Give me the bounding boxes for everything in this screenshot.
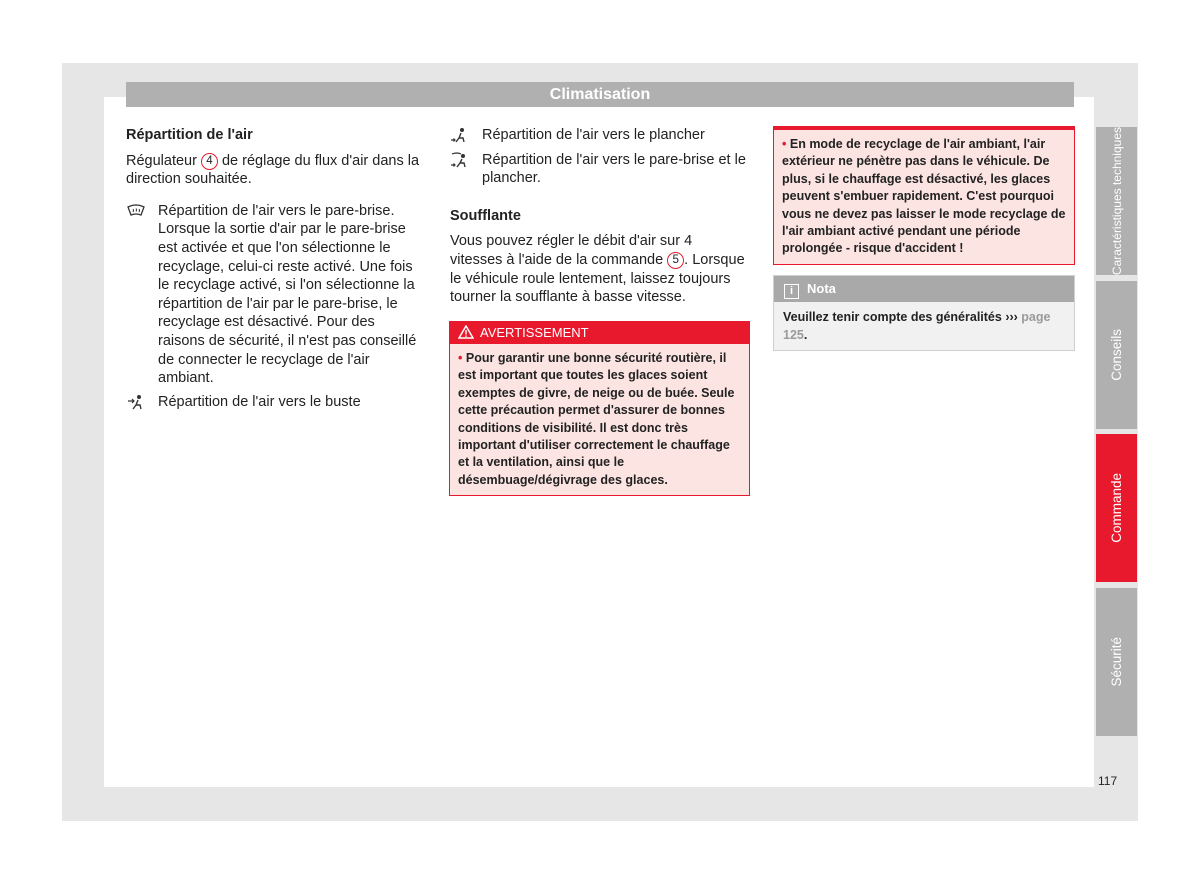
- airflow-windshield-floor-icon: [450, 152, 470, 168]
- warning-body: [450, 344, 749, 495]
- warning-title: AVERTISSEMENT: [480, 325, 589, 340]
- note-text: Veuillez tenir compte des généralités: [783, 310, 1006, 324]
- tab-conseils[interactable]: [1096, 281, 1137, 429]
- blower-text-end: . Lorsque le véhicule roule lentement, laissez toujours tourner la soufflante à basse vitesse.: [450, 251, 745, 306]
- blower-text-start: Vous pouvez régler le débit d'air sur 4 vitesses à l'aide de la commande: [450, 233, 693, 268]
- warning-header: [450, 322, 749, 344]
- page-reference-link[interactable]: page 125: [783, 310, 1051, 342]
- note-title: Nota: [807, 281, 836, 296]
- note-body: [774, 302, 1074, 350]
- warning-bullet: •: [782, 137, 787, 151]
- tab-label: Caractéristiques techniques: [1109, 126, 1124, 276]
- page-number: 117: [1098, 774, 1118, 788]
- tab-label: Conseils: [1109, 329, 1124, 381]
- control-number-4: 4: [201, 153, 218, 170]
- warning-text: Pour garantir une bonne sécurité routière, il est important que toutes les glaces soient exemptes de givre, de neige ou de buée. Seule cette précaution permet d'assurer de bonnes conditions de visibilité. Il est donc très important d'utiliser correctement le chauffage et la ventilation, ainsi que le désembuage/dégivrage des glaces.: [458, 351, 735, 487]
- tab-label: Commande: [1109, 473, 1124, 543]
- control-number-5: 5: [667, 252, 684, 269]
- intro-paragraph: [126, 152, 424, 189]
- intro-text-start: Régulateur: [126, 152, 201, 169]
- note-header: [774, 276, 1074, 302]
- list-item-floor: [450, 126, 746, 145]
- info-icon: i: [784, 284, 799, 299]
- column-2: [450, 126, 746, 307]
- tab-commande[interactable]: [1096, 434, 1137, 582]
- list-item-text: Répartition de l'air vers le plancher: [482, 127, 705, 143]
- intro-text-end: de réglage du flux d'air dans la direction souhaitée.: [126, 152, 420, 188]
- list-item-text: Répartition de l'air vers le pare-brise. Lorsque la sortie d'air par le pare-brise est activée et que l'on sélectionne le recyclage, celui-ci reste activé. Une fois le recyclage activé, si l'on sélectionne la répartition de l'air par le pare-brise, le recyclage est désactivé. Pour des raisons de sécurité, il n'est pas conseillé de connecter le recyclage de l'air ambiant.: [158, 202, 417, 387]
- tab-caracteristiques-techniques[interactable]: [1096, 127, 1137, 275]
- warning-bullet: •: [458, 351, 463, 365]
- note-end: .: [803, 328, 808, 342]
- windshield-defrost-icon: [126, 203, 146, 219]
- heading-blower: Soufflante: [450, 207, 521, 224]
- column-1: [126, 126, 424, 411]
- tab-securite[interactable]: [1096, 588, 1137, 736]
- heading-air-distribution: Répartition de l'air: [126, 127, 253, 143]
- note-box: [773, 275, 1075, 351]
- list-item-text: Répartition de l'air vers le pare-brise et le plancher.: [482, 151, 746, 187]
- warning-box-continued: [773, 126, 1075, 265]
- list-item-windshield: [126, 202, 424, 388]
- blower-paragraph: [450, 232, 746, 306]
- reference-arrow-icon: ›››: [1005, 310, 1018, 324]
- list-item-windshield-floor: [450, 151, 746, 188]
- warning-continued-text: En mode de recyclage de l'air ambiant, l'air extérieur ne pénètre pas dans le véhicule. De plus, si le chauffage est désactivé, les glaces peuvent s'embuer rapidement. C'est pourquoi vous ne devez pas laisser le mode recyclage de l'air ambiant activé pendant une période prolongée - risque d'accident !: [782, 137, 1066, 256]
- airflow-floor-icon: [450, 127, 470, 143]
- list-item-text: Répartition de l'air vers le buste: [158, 393, 361, 410]
- list-item-upper-body: [126, 393, 424, 412]
- airflow-upper-body-icon: [126, 394, 146, 410]
- warning-triangle-icon: [458, 325, 474, 339]
- tab-label: Sécurité: [1109, 637, 1124, 687]
- warning-continued-body: [774, 130, 1074, 264]
- section-title: Climatisation: [126, 82, 1074, 107]
- warning-box: [449, 321, 750, 496]
